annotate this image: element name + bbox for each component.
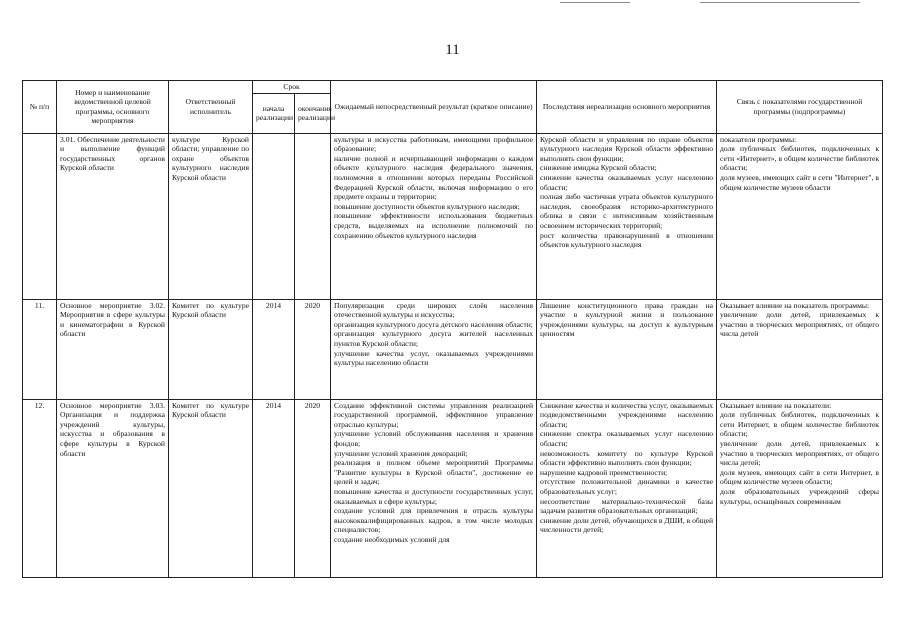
row-result [331,299,537,399]
link-line: доля образовательных учреждений сферы культуры, оснащённых современным [720,486,880,506]
scan-mark [560,2,630,3]
header-executor: Ответственный исполнитель [169,81,253,134]
row-num: 11. [23,299,57,399]
header-end: окончания реализации [295,93,331,133]
consequence-line: Лишение конституционного права граждан на участие в культурной жизни и пользование учреждениями культуры, на доступ к культурным ценностям [540,300,714,339]
row-end: 2020 [295,399,331,577]
consequence-line: несоответствие материально-технической базы задачам развития образовательных организаций; [540,496,714,516]
consequence-line: нарушение кадровой преемственности; [540,467,668,477]
link-line: показатели программы: [720,134,797,144]
header-result: Ожидаемый непосредственный результат (краткое описание) [331,81,537,134]
link-line: Оказывает влияние на показатели: [720,400,832,410]
header-num: № п/п [23,81,57,134]
header-term: Срок [253,81,331,94]
link-line: увеличение доли детей, привлекаемых к участию в творческих мероприятиях, от общего числа детей; [720,438,880,468]
row-name: Основное мероприятие 3.02. Мероприятия в сфере культуры и кинематографии в Курской области [57,299,169,399]
row-link [717,133,883,299]
link-line: увеличение доли детей, привлекаемых к участию в творческих мероприятиях, от общего числа детей [720,310,880,339]
row-num [23,133,57,299]
row-consequence [537,299,717,399]
row-link [717,299,883,399]
table-row [23,399,883,577]
row-executor: Комитет по культуре Курской области [169,299,253,399]
link-line: Оказывает влияние на показатель программы: [720,300,870,310]
row-executor: Комитет по культуре Курской области [169,399,253,577]
result-line: улучшение условий обслуживания населения и хранения фондов; [334,429,534,448]
result-line: повышение эффективности использования бюджетных средств, выделяемых на исполнение полномочий по сохранению объектов культурного наследия [334,211,534,240]
result-line: повышение качества и доступности государственных услуг, оказываемых в сфере культуры; [334,486,534,506]
result-line: создание условий для привлечения в отрасль культуры высококвалифицированных кадров, в том числе молодых специалистов; [334,506,534,535]
result-line: наличие полной и исчерпывающей информации о каждом объекте культурного наследия федерального значения, полномочия в отношении которых переданы Российской Федерацией Курской области, включая информацию о его предмете охраны и территории; [334,153,534,202]
result-line: повышение доступности объектов культурного наследия; [334,201,520,211]
row-consequence [537,133,717,299]
result-line: организация культурного досуга детского населения области; [334,319,533,329]
measures-table [22,80,883,578]
result-line: Создание эффективной системы управления реализацией государственной программой, эффективное управление отраслью культуры; [334,400,534,429]
table-row [23,133,883,299]
result-line: создание необходимых условий для [334,534,450,544]
row-name: 3.01. Обеспечение деятельности и выполнение функций государственных органов Курской области [57,133,169,299]
row-result [331,399,537,577]
row-start: 2014 [253,299,295,399]
result-line: реализация в полном объеме мероприятий Программы "Развитие культуры в Курской области", достижение ее целей и задач; [334,458,534,487]
result-line: Популяризация среди широких слоёв населения отечественной культуры и искусства; [334,300,534,320]
row-end: 2020 [295,299,331,399]
header-link: Связь с показателями государственной программы (подпрограммы) [717,81,883,134]
scan-mark [700,2,860,3]
consequence-line: отсутствие положительной динамики в качестве образовательных услуг; [540,477,714,496]
page-number: 11 [445,42,460,58]
consequence-line: полная либо частичная утрата объектов культурного наследия, своеобразия историко-архитектурного облика в связи с интенсивным хозяйственным освоением исторических территорий; [540,192,714,230]
row-result [331,133,537,299]
consequence-line: Курской области и управления по охране объектов культурного наследия Курской области эффективно выполнять свои функции; [540,134,714,163]
row-end [295,133,331,299]
link-line: доля музеев, имеющих сайт в сети "Интернет", в общем количестве музеев области [720,172,880,192]
header-start: начала реализации [253,93,295,133]
link-line: доля публичных библиотек, подключенных к сети «Интернет», в общем количестве библиотек области; [720,144,880,173]
consequence-line: снижение имиджа Курской области; [540,163,657,173]
result-line: культуры и искусства работникам, имеющими профильное образование; [334,134,534,154]
table-row [23,299,883,399]
header-consequence: Последствия нереализации основного мероприятия [537,81,717,134]
consequence-line: снижение доли детей, обучающихся в ДШИ, в общей численности детей; [540,515,714,535]
result-line: улучшение условий хранения декораций; [334,448,468,458]
consequence-line: невозможность комитету по культуре Курской области эффективно выполнять свои функции; [540,448,714,468]
header-name: Номер и наименование ведомственной целевой программы, основного мероприятия [57,81,169,134]
link-line: доля публичных библиотек, подключенных к сети Интернет, в общем количестве библиотек области; [720,410,880,439]
row-name: Основное мероприятие 3.03. Организация и поддержка учреждений культуры, искусства и образования в сфере культуры в Курской области [57,399,169,577]
consequence-line: рост количества правонарушений в отношении объектов культурного наследия [540,230,714,250]
row-link [717,399,883,577]
consequence-line: снижение спектра оказываемых услуг населению области; [540,429,714,448]
result-line: улучшение качества услуг, оказываемых учреждениями культуры населению области [334,348,534,368]
row-executor: культуре Курской области; управление по охране объектов культурного наследия Курской области [169,133,253,299]
row-start [253,133,295,299]
consequence-line: снижение качества оказываемых услуг населению области; [540,172,714,192]
link-line: доля музеев, имеющих сайт в сети Интернет, в общем количестве музеев области; [720,467,880,487]
consequence-line: Снижение качества и количества услуг, оказываемых подведомственными учреждениями населению области; [540,400,714,429]
row-num: 12. [23,399,57,577]
result-line: организация культурного досуга жителей населенных пунктов Курской области; [334,329,534,348]
row-start: 2014 [253,399,295,577]
row-consequence [537,399,717,577]
